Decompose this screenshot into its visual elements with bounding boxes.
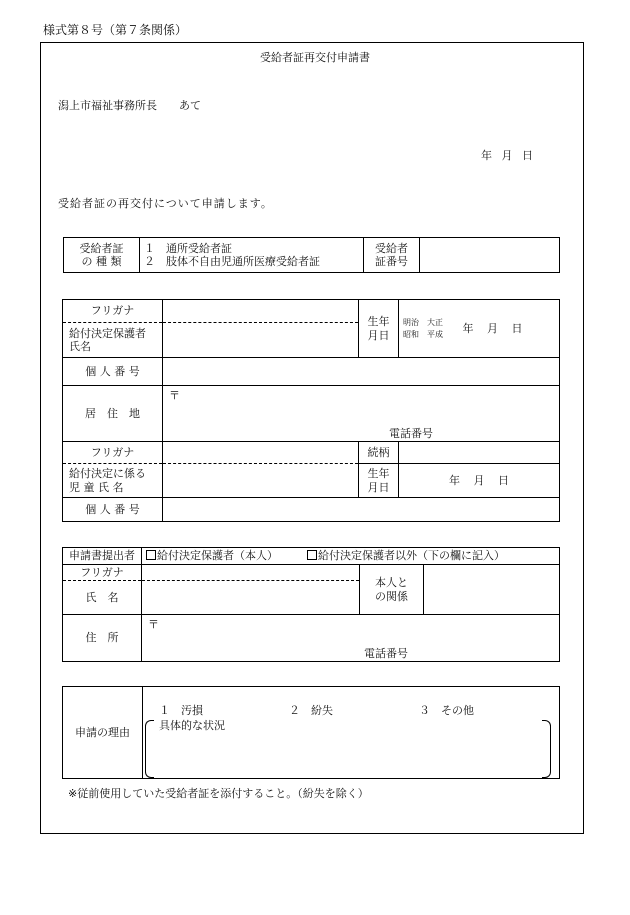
guardian-address-label: 居 住 地: [63, 386, 163, 442]
footnote: ※従前使用していた受給者証を添付すること。（紛失を除く）: [68, 787, 369, 800]
certificate-table: [63, 237, 560, 273]
submitter-options: [142, 548, 560, 565]
reason-option-3[interactable]: ３ その他: [419, 704, 474, 717]
certificate-option-1[interactable]: １ 通所受給者証: [144, 241, 232, 255]
child-birth-label-line2: 月日: [367, 480, 390, 494]
certificate-type-label-line1: 受給者証: [79, 241, 124, 255]
guardian-birth-label: [359, 300, 399, 358]
child-furigana-field[interactable]: [163, 442, 359, 464]
reason-table: [62, 686, 560, 779]
reason-label: 申請の理由: [63, 687, 143, 779]
guardian-name-label-line2: 氏名: [69, 340, 91, 353]
certificate-number-label-line1: 受給者: [375, 241, 408, 255]
guardian-personal-number-label: 個 人 番 号: [63, 358, 163, 386]
bracket-left: [145, 720, 154, 778]
era-selector[interactable]: [403, 317, 443, 341]
guardian-personal-number-field[interactable]: [163, 358, 560, 386]
guardian-address-field[interactable]: [163, 386, 560, 442]
guardian-birth-label-line1: 生年: [367, 315, 390, 329]
child-relation-label: 続柄: [359, 442, 399, 464]
child-birth-field[interactable]: 年 月 日: [399, 464, 560, 498]
guardian-name-label: [63, 323, 163, 358]
checkbox-other[interactable]: [307, 550, 317, 560]
submitter-table: [62, 547, 560, 662]
submitter-relation-label-line2: の関係: [375, 589, 408, 603]
date-field[interactable]: 年 月 日: [481, 149, 533, 162]
guardian-child-table: [62, 299, 560, 522]
submitter-address-label: 住 所: [63, 615, 142, 662]
era-row-1[interactable]: 明治 大正: [403, 317, 443, 327]
reason-field[interactable]: [143, 687, 560, 779]
guardian-name-label-line1: 給付決定保護者: [69, 326, 146, 340]
child-name-label-line2: 児 童 氏 名: [69, 480, 124, 494]
submitter-relation-field[interactable]: [424, 565, 560, 615]
era-row-2[interactable]: 昭和 平成: [403, 329, 443, 339]
child-personal-number-label: 個 人 番 号: [63, 498, 163, 522]
guardian-birth-ymd: 年 月 日: [462, 321, 523, 335]
reason-detail-label: 具体的な状況: [159, 719, 225, 732]
guardian-furigana-label: フリガナ: [63, 300, 163, 323]
guardian-phone-label: 電話番号: [389, 426, 433, 440]
child-birth-label: [359, 464, 399, 498]
submitter-furigana-label: フリガナ: [63, 565, 142, 581]
certificate-type-options[interactable]: [140, 238, 364, 273]
certificate-type-label-line2: の 種 類: [81, 255, 122, 268]
postal-mark-icon: 〒: [148, 618, 159, 631]
submitter-relation-label-line1: 本人と: [375, 576, 408, 590]
submitter-name-field[interactable]: [142, 581, 360, 615]
certificate-number-field[interactable]: [420, 238, 560, 273]
certificate-number-label: [364, 238, 420, 273]
submitter-option-other[interactable]: 給付決定保護者以外（下の欄に記入）: [318, 549, 505, 563]
certificate-number-label-line2: 証番号: [375, 255, 408, 268]
submitter-name-label: 氏 名: [63, 581, 142, 615]
submitter-address-field[interactable]: [142, 615, 560, 662]
certificate-type-label: [64, 238, 140, 273]
form-title: 受給者証再交付申請書: [260, 51, 370, 64]
child-name-label: [63, 464, 163, 498]
addressee: 潟上市福祉事務所長 あて: [58, 99, 201, 112]
child-name-field[interactable]: [163, 464, 359, 498]
guardian-furigana-field[interactable]: [163, 300, 359, 323]
postal-mark-icon: 〒: [169, 389, 180, 402]
reason-option-1[interactable]: １ 汚損: [159, 704, 203, 717]
guardian-name-field[interactable]: [163, 323, 359, 358]
checkbox-self[interactable]: [146, 550, 156, 560]
submitter-label: 申請書提出者: [63, 548, 142, 565]
child-personal-number-field[interactable]: [163, 498, 560, 522]
bracket-right: [542, 720, 551, 778]
guardian-birth-field[interactable]: [399, 300, 560, 358]
child-name-label-line1: 給付決定に係る: [69, 467, 146, 481]
child-birth-label-line1: 生年: [367, 467, 390, 481]
child-relation-field[interactable]: [399, 442, 560, 464]
form-number: 様式第８号（第７条関係）: [43, 23, 188, 37]
submitter-phone-label: 電話番号: [364, 646, 408, 660]
submitter-option-self[interactable]: 給付決定保護者（本人）: [157, 549, 278, 563]
submitter-relation-label: [360, 565, 424, 615]
guardian-birth-label-line2: 月日: [367, 328, 390, 342]
child-furigana-label: フリガナ: [63, 442, 163, 464]
application-statement: 受給者証の再交付について申請します。: [58, 197, 273, 210]
reason-option-2[interactable]: ２ 紛失: [289, 704, 333, 717]
certificate-option-2[interactable]: ２ 肢体不自由児通所医療受給者証: [144, 255, 320, 268]
submitter-furigana-field[interactable]: [142, 565, 360, 581]
